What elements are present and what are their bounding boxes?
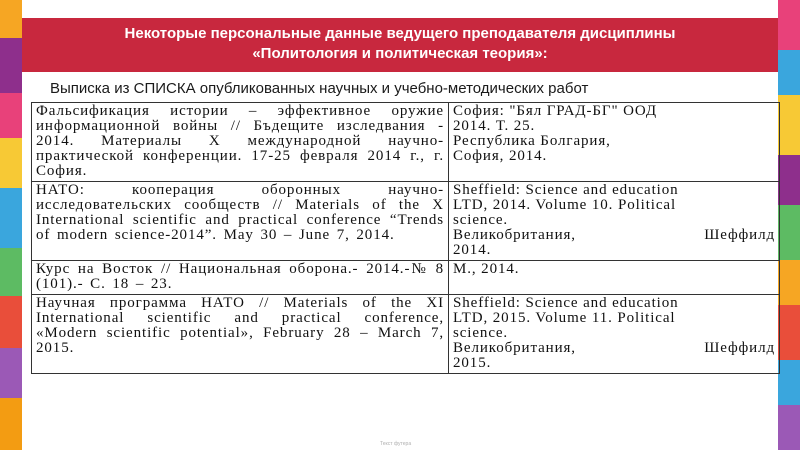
- publication-line: LTD, 2014. Volume 10. Political: [453, 197, 677, 213]
- table-row: [32, 295, 780, 374]
- work-title: Научная программа НАТО // Materials of the XI International scientific and practical conference, «Modern scientific potential», February 28 – March 7, 2015.: [32, 295, 449, 374]
- right-decor-stripe: [778, 0, 800, 450]
- footer-note: Текст футера: [380, 441, 412, 447]
- publication-line: 2014. Т. 25.: [453, 118, 536, 134]
- publication-line: 2014.: [453, 242, 492, 258]
- table-row: [32, 261, 780, 295]
- publication-line: София, 2014.: [453, 148, 548, 164]
- publications-table: [31, 102, 780, 374]
- table-row: [32, 103, 780, 182]
- publication-line: М., 2014.: [453, 261, 520, 277]
- work-title: НАТО: кооперация оборонных научно-исследовательских сообществ // Materials of the X International scientific and practical conference “Trends of modern science-2014”. May 30 – June 7, 2014.: [32, 182, 449, 261]
- left-decor-stripe: [0, 0, 22, 450]
- title-banner: [22, 18, 778, 72]
- publication-city: Шеффилд: [704, 227, 775, 243]
- publication-city: Шеффилд: [704, 340, 775, 356]
- work-title: Фальсификация истории – эффективное оружие информационной войны // Бъдещите изследвания - 2014. Материалы X международной научно-практической конференции. 17-25 февраля 2014 г., г. София.: [32, 103, 449, 182]
- publication-info: [449, 182, 780, 261]
- publication-line: science.: [453, 325, 509, 341]
- subtitle: Выписка из СПИСКА опубликованных научных и учебно-методических работ: [50, 80, 589, 97]
- publication-line: 2015.: [453, 355, 492, 371]
- publication-line: Sheffield: Science and education: [453, 182, 679, 198]
- publication-line: София: "Бял ГРАД-БГ" ООД: [453, 103, 658, 119]
- publication-line-split: [453, 341, 775, 356]
- publication-line: science.: [453, 212, 509, 228]
- work-title: Курс на Восток // Национальная оборона.- 2014.-№ 8 (101).- С. 18 – 23.: [32, 261, 449, 295]
- publication-info: [449, 295, 780, 374]
- publication-info: [449, 103, 780, 182]
- publication-line: Республика Болгария,: [453, 133, 611, 149]
- publication-country: Великобритания,: [453, 340, 576, 356]
- publication-country: Великобритания,: [453, 227, 576, 243]
- publication-info: [449, 261, 780, 295]
- publication-line-split: [453, 228, 775, 243]
- table-row: [32, 182, 780, 261]
- publication-line: Sheffield: Science and education: [453, 295, 679, 311]
- title-line-1: Некоторые персональные данные ведущего преподавателя дисциплины: [124, 25, 676, 42]
- publication-line: LTD, 2015. Volume 11. Political: [453, 310, 676, 326]
- title-line-2: «Политология и политическая теория»:: [252, 45, 548, 62]
